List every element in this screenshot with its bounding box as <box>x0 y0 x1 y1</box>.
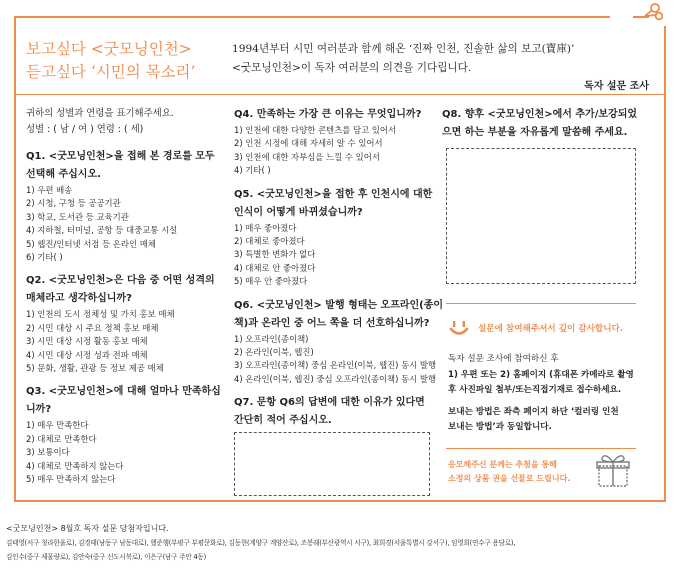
gender-age-prompt: 귀하의 성별과 연령을 표기해주세요. <box>26 108 174 119</box>
q4-option-1[interactable]: 1) 인천에 대한 다양한 콘텐츠를 담고 있어서 <box>234 125 397 135</box>
q1-option-2[interactable]: 2) 시청, 구청 등 공공기관 <box>26 198 121 209</box>
scissors-icon <box>631 2 663 22</box>
q5-option-5[interactable]: 5) 매우 안 좋아졌다 <box>234 276 308 287</box>
q2-title-2: 매체라고 생각하십니까? <box>26 293 132 305</box>
q5-option-4[interactable]: 4) 대체로 안 좋아졌다 <box>234 262 316 273</box>
q5-title-1: Q5. <굿모닝인천>을 접한 후 인천시에 대한 <box>234 188 433 200</box>
q1-option-3[interactable]: 3) 학교, 도서관 등 교육기관 <box>26 211 129 222</box>
q6-option-2[interactable]: 2) 온라인(이북, 웹진) <box>234 347 314 358</box>
q2-option-2[interactable]: 2) 시민 대상 시 주요 정책 홍보 매체 <box>26 322 159 333</box>
q3-title-2: 니까? <box>26 404 52 416</box>
thanks-message: 설문에 참여해주셔서 깊이 감사합니다. <box>478 324 624 334</box>
note-line-1: 독자 설문 조사에 참여하신 후 <box>448 354 559 364</box>
q1-option-5[interactable]: 5) 웹진/인터넷 서점 등 온라인 매체 <box>26 238 156 249</box>
q3-option-1[interactable]: 1) 매우 만족한다 <box>26 420 89 431</box>
column-1 <box>26 106 224 487</box>
intro-line1: 1994년부터 시민 여러분과 함께 해온 ‘진짜 인천, 진솔한 삶의 보고(寶庫)’ <box>232 43 575 55</box>
prize-line-1: 응모해주신 분께는 추첨을 통해 <box>448 460 557 469</box>
gift-icon <box>594 452 632 488</box>
q6-title-2: 책)과 온라인 중 어느 쪽을 더 선호하십니까? <box>234 317 430 329</box>
q2-title-1: Q2. <굿모닝인천>은 다음 중 어떤 성격의 <box>26 275 215 287</box>
note-line-6: 보내는 방법’과 동일합니다. <box>448 422 552 432</box>
column-3-divider <box>446 303 636 304</box>
submission-note <box>448 352 634 436</box>
q8-title-2: 으면 하는 부분을 자유롭게 말씀해 주세요. <box>442 127 628 138</box>
q6-option-3[interactable]: 3) 오프라인(종이책) 중심 온라인(이북, 웹진) 동시 발행 <box>234 360 437 371</box>
prize-note <box>448 458 570 486</box>
q3-option-3[interactable]: 3) 보통이다 <box>26 447 70 458</box>
q7-title-2: 간단히 적어 주십시오. <box>234 415 332 427</box>
q2-option-1[interactable]: 1) 인천의 도시 정체성 및 가치 홍보 매체 <box>26 309 175 320</box>
q1-title-2: 선택해 주십시오. <box>26 169 101 180</box>
q7-answer-box[interactable] <box>234 432 430 496</box>
winners-line-1: 김태영(서구 청라한울로), 김경태(남동구 남동대로), 했준행(부평구 부평문화로), 김동현(계양구 계양산로), 조봉래(부산광역시 서구), 최희경(서울특별시 강서구), 임영희(연수구 용담로), <box>6 539 516 547</box>
q1-option-6[interactable]: 6) 기타( ) <box>26 252 63 263</box>
prize-divider <box>446 448 636 449</box>
column-3 <box>442 106 652 142</box>
prize-line-2: 소정의 상품 권을 선물로 드립니다. <box>448 474 571 483</box>
q6-option-4[interactable]: 4) 온라인(이북, 웹진) 중심 오프라인(종이책) 동시 발행 <box>234 373 437 384</box>
smile-icon <box>448 318 470 338</box>
intro-text <box>232 40 574 78</box>
q3-option-2[interactable]: 2) 대체로 만족한다 <box>26 433 97 444</box>
q8-answer-box[interactable] <box>446 148 636 284</box>
winners-section <box>6 522 515 564</box>
q5-title-2: 인식이 어떻게 바뀌셨습니까? <box>234 206 363 218</box>
q6-option-1[interactable]: 1) 오프라인(종이책) <box>234 333 309 344</box>
winners-line-2: 김인수(중구 제물량로), 김안숙(중구 신도시북로), 이은구(남구 주안 4동) <box>6 553 206 561</box>
survey-title: 독자 설문 조사 <box>584 81 649 92</box>
headline <box>26 38 195 84</box>
note-line-5: 보내는 방법은 좌측 페이지 하단 ‘컬러링 인천 <box>448 406 619 417</box>
q1-title-1: Q1. <굿모닝인천>을 접해 본 경로를 모두 <box>26 151 215 162</box>
column-2 <box>234 106 444 430</box>
q3-option-5[interactable]: 5) 매우 만족하지 않는다 <box>26 474 116 485</box>
q5-option-1[interactable]: 1) 매우 좋아졌다 <box>234 222 297 233</box>
q4-title: Q4. 만족하는 가장 큰 이유는 무엇입니까? <box>234 109 422 120</box>
headline-line2: 듣고싶다 ‘시민의 목소리’ <box>26 63 196 81</box>
q1-option-1[interactable]: 1) 우편 배송 <box>26 185 73 195</box>
intro-line2: <굿모닝인천>이 독자 여러분의 의견을 기다립니다. <box>232 62 472 74</box>
q5-option-2[interactable]: 2) 대체로 좋아졌다 <box>234 236 305 247</box>
q1-option-4[interactable]: 4) 지하철, 터미널, 공항 등 대중교통 시설 <box>26 225 178 236</box>
q2-option-5[interactable]: 5) 문화, 생활, 관광 등 정보 제공 매체 <box>26 363 164 374</box>
note-line-2: 1) 우편 또는 2) 홈페이지 (휴대폰 카메라로 촬영 <box>448 369 634 380</box>
header-divider <box>16 94 664 95</box>
q3-option-4[interactable]: 4) 대체로 만족하지 않는다 <box>26 460 124 471</box>
headline-line1: 보고싶다 <굿모닝인천> <box>26 40 192 58</box>
q5-option-3[interactable]: 3) 특별한 변화가 없다 <box>234 249 316 260</box>
q4-option-3[interactable]: 3) 인천에 대한 자부심을 느낄 수 있어서 <box>234 151 380 162</box>
q6-title-1: Q6. <굿모닝인천> 발행 형태는 오프라인(종이 <box>234 299 444 311</box>
q7-title-1: Q7. 문항 Q6의 답변에 대한 이유가 있다면 <box>234 397 425 409</box>
q8-title-1: Q8. 향후 <굿모닝인천>에서 추가/보강되었 <box>442 109 638 120</box>
note-line-3: 후 사진파일 첨부/또는직접기재로 접수하세요. <box>448 385 622 395</box>
winners-title: <굿모닝인천> 8월호 독자 설문 당첨자입니다. <box>6 524 169 533</box>
gender-age-field[interactable]: 성별 : ( 남 / 여 ) 연령 : ( 세) <box>26 124 144 135</box>
q4-option-4[interactable]: 4) 기타( ) <box>234 165 271 176</box>
q2-option-4[interactable]: 4) 시민 대상 시정 성과 전파 매체 <box>26 349 148 360</box>
q4-option-2[interactable]: 2) 인천 시정에 대해 자세히 알 수 있어서 <box>234 138 383 149</box>
q3-title-1: Q3. <굿모닝인천>에 대해 얼마나 만족하십 <box>26 386 221 398</box>
q2-option-3[interactable]: 3) 시민 대상 시정 활동 홍보 매체 <box>26 336 148 347</box>
